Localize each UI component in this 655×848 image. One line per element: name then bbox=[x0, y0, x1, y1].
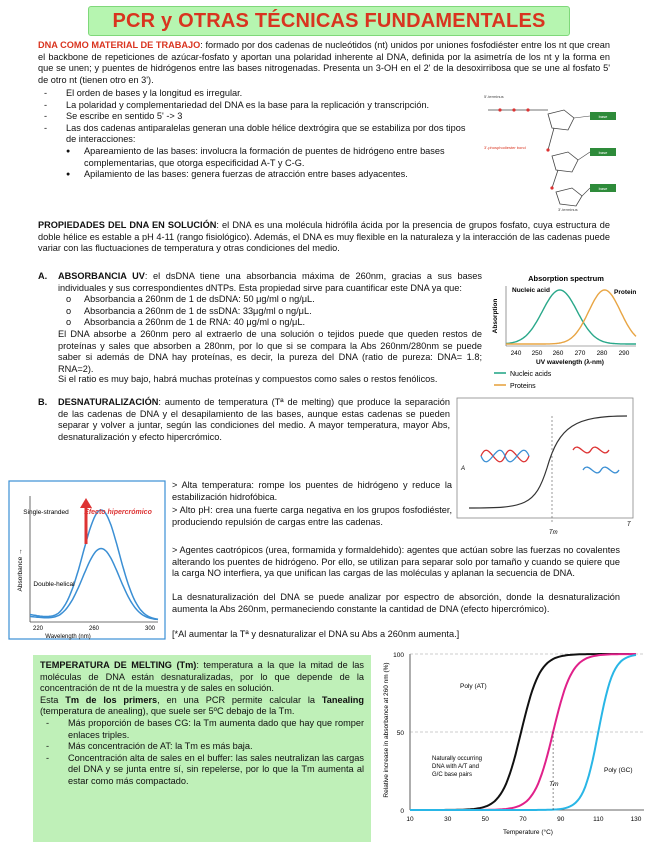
list-item: o Absorbancia a 260nm de 1 de RNA: 40 μg/ml o ng/μL. bbox=[84, 317, 482, 329]
legend-entry: Nucleic acids bbox=[510, 371, 552, 378]
abs-letter: A. bbox=[38, 271, 48, 281]
axis-a-label: A bbox=[461, 466, 466, 472]
list-item: o Absorbancia a 260nm de 1 de dsDNA: 50 μg/ml o ng/μL. bbox=[84, 294, 482, 306]
tick-label: 260 bbox=[88, 626, 100, 632]
nucleic-acid-curve bbox=[506, 290, 636, 344]
phosphate-atom bbox=[550, 186, 553, 189]
list-item: - La polaridad y complementariedad del DNA es la base para la replicación y transcripción. bbox=[66, 100, 478, 112]
bond-line bbox=[574, 116, 590, 118]
tm-text-part: (temperatura de anealing), que suele ser 5ºC debajo de la Tm. bbox=[40, 706, 295, 717]
list-item: - Las dos cadenas antiparalelas generan una doble hélice dextrógira que se estabiliza por dos tipos de interacciones: bbox=[66, 123, 478, 146]
phosphate-atom bbox=[498, 108, 501, 111]
tick-label: 270 bbox=[574, 350, 586, 357]
x-axis-label: Wavelength (nm) bbox=[45, 634, 91, 640]
poly-gc-label: Poly (GC) bbox=[604, 767, 633, 774]
label-line: DNA with A/T and bbox=[432, 764, 479, 770]
x-tick-label: 70 bbox=[519, 816, 527, 823]
x-tick-label: 130 bbox=[630, 816, 642, 823]
denat-item-1: > Alta temperatura: rompe los puentes de hidrógeno y reduce la estabilización hidrofóbica. bbox=[172, 480, 452, 502]
label-line: G/C base pairs bbox=[432, 772, 473, 778]
tick-label: 250 bbox=[531, 350, 543, 357]
phosphate-atom bbox=[546, 148, 549, 151]
dna-list bbox=[38, 88, 478, 181]
tm-text-part: , en una PCR permite calcular la bbox=[157, 694, 322, 705]
denat-heading: DESNATURALIZACIÓN bbox=[58, 397, 159, 407]
list-item: - Más proporción de bases CG: la Tm aumenta dado que hay que romper enlaces triples. bbox=[68, 718, 364, 741]
props-paragraph bbox=[38, 220, 610, 255]
y-tick-label: 100 bbox=[393, 652, 404, 659]
chart-title: Absorption spectrum bbox=[528, 274, 604, 283]
phosphate-atom bbox=[526, 108, 529, 111]
diagram-frame bbox=[457, 398, 633, 518]
x-tick-label: 110 bbox=[593, 816, 604, 823]
tm-label: Tm bbox=[549, 781, 559, 788]
abs-paragraph-2: Si el ratio es muy bajo, habrá muchas proteínas y compuestos como sales o restos fenólicos. bbox=[58, 374, 438, 384]
sugar-ring bbox=[548, 110, 574, 130]
tm-text: : temperatura a la que la mitad de las moléculas de DNA están desnaturalizadas, por lo que depende de la concentración de nt de la muestra y de sales en solución. bbox=[40, 660, 364, 694]
denat-note: [*Al aumentar la Tª y desnaturalizar el DNA su Abs a 260nm aumenta.] bbox=[172, 629, 460, 639]
y-axis-label: Absorption bbox=[492, 298, 499, 334]
tick-label: 220 bbox=[32, 626, 44, 632]
abs-section bbox=[38, 271, 482, 375]
tick-label: 300 bbox=[144, 626, 156, 632]
props-heading: PROPIEDADES DEL DNA EN SOLUCIÓN bbox=[38, 220, 217, 230]
x-tick-label: 50 bbox=[481, 816, 489, 823]
dna-heading: DNA COMO MATERIAL DE TRABAJO bbox=[38, 40, 201, 50]
list-item: - El orden de bases y la longitud es irregular. bbox=[66, 88, 478, 100]
bond-line bbox=[578, 152, 590, 160]
dna-intro-text: : formado por dos cadenas de nucleótidos (nt) unidos por uniones fosfodiéster entre los nt que crean el backbone de repeticiones de azúcar-fosfato y aportan una polaridad inherente al DNA, definida por la asimetría de los nt y la forma en que se unen; y puentes de hidrógenos entre las bases nitrogenadas. Presenta un 3-OH en el 2' de la desoxirribosa que se une al fosfato 5' de otro nt (tienen otro en 3'). bbox=[38, 40, 610, 85]
poly-gc-curve bbox=[410, 655, 636, 810]
single-label: Single-stranded bbox=[23, 509, 69, 516]
abs-paragraph: El DNA absorbe a 260nm pero al extraerlo de una solución o tejidos puede que queden restos de proteínas y sales que absorben a 280nm, por lo que si se compara la Abs 260nm/280nm se puede saber si además de DNA hay proteínas, es decir, la pureza del DNA (ratio de pureza: DNA= 1.8; RNA=2). bbox=[58, 328, 482, 374]
denat-item-2: > Alto pH: crea una fuerte carga negativa en los grupos fosfodiéster, produciendo repulsión de cargas entre las cadenas. bbox=[172, 505, 452, 527]
base-tag-label: base bbox=[598, 150, 608, 155]
bond-line bbox=[582, 188, 590, 196]
tm-paragraph bbox=[40, 695, 364, 718]
props-text: : el DNA es una molécula hidrófila ácida por la presencia de grupos fosfato, cuya estructura de doble hélice es estable a pH 4-11 (rango fisiológico). Además, el DNA es muy flexible en la naturaleza y la interacción de las cadenas puede variar con las fluctuaciones de temperatura y otras condiciones del medio. bbox=[38, 220, 611, 254]
tm-bold-part: Tm de los primers bbox=[65, 694, 158, 705]
hyperchromic-chart bbox=[8, 480, 166, 640]
tm-text-part: Esta bbox=[40, 694, 66, 705]
dna-backbone-figure bbox=[478, 92, 628, 212]
absorption-spectrum-chart bbox=[488, 272, 638, 366]
spectrum-legend bbox=[492, 368, 592, 392]
denaturation-sigmoid-diagram bbox=[455, 396, 635, 538]
label-line: Naturally occurring bbox=[432, 756, 483, 762]
x-axis-label: Temperature (°C) bbox=[503, 829, 553, 836]
tm-section bbox=[40, 660, 364, 788]
base-tag-label: base bbox=[598, 186, 608, 191]
double-helix-icon bbox=[481, 450, 529, 462]
dna-intro bbox=[38, 40, 610, 86]
phosphate-atom bbox=[512, 108, 515, 111]
x-axis-label: UV wavelength (λ-nm) bbox=[536, 359, 604, 366]
figure-label: 5'-terminus bbox=[484, 94, 504, 99]
y-tick-label: 50 bbox=[396, 730, 404, 737]
melting-curve bbox=[469, 416, 627, 508]
x-tick-label: 10 bbox=[406, 816, 414, 823]
denat-item-3: > Agentes caotrópicos (urea, formamida y formaldehido): agentes que actúan sobre las fuerzas no covalentes alterando los puentes de hidrógeno. Por ello, se utilizan para separar solo por tamaño y cuando se quiere que la carga NO interfiera, ya que unifican las cargas de las moléculas y aplanan la secuencia de DNA. bbox=[172, 545, 620, 579]
list-item: ● Apilamiento de las bases: genera fuerzas de atracción entre bases adyacentes. bbox=[84, 169, 478, 181]
tick-label: 240 bbox=[510, 350, 522, 357]
protein-label: Protein bbox=[614, 289, 637, 296]
legend-entry: Proteins bbox=[510, 383, 536, 390]
tm-bold-part: Tanealing bbox=[321, 694, 365, 705]
bond-label: 3'-phosphodiester bond bbox=[484, 145, 526, 150]
y-axis-label: Absorbance → bbox=[17, 548, 24, 592]
list-item: o Absorbancia a 260nm de 1 de ssDNA: 33μg/ml o ng/μL. bbox=[84, 306, 482, 318]
list-item: - Concentración alta de sales en el buffer: las sales neutralizan las cargas del DNA y se junta entre sí, sin repelerse, por lo que la Tm aumenta al estar como más compactado. bbox=[68, 753, 364, 788]
figure-label: 3'-terminus bbox=[558, 207, 578, 212]
axis-t-label: T bbox=[627, 522, 631, 528]
denat-intro bbox=[38, 397, 450, 443]
tm-heading: TEMPERATURA DE MELTING (Tm) bbox=[40, 660, 197, 670]
melting-curves-chart bbox=[378, 648, 650, 844]
arrow-head-icon bbox=[80, 498, 92, 508]
double-label: Double-helical bbox=[33, 581, 75, 588]
x-tick-labels bbox=[406, 816, 641, 823]
tm-intro bbox=[40, 660, 364, 695]
separated-strands-icon bbox=[573, 447, 619, 473]
backbone-link bbox=[552, 170, 558, 188]
x-tick-label: 90 bbox=[557, 816, 565, 823]
page-title: PCR y OTRAS TÉCNICAS FUNDAMENTALES bbox=[88, 6, 570, 36]
single-stranded-curve bbox=[30, 510, 158, 619]
natural-dna-label bbox=[432, 756, 484, 778]
list-item: ● Apareamiento de las bases: involucra la formación de puentes de hidrógeno entre bases complementarias, que otorga especificidad A-T y C-G. bbox=[84, 146, 478, 169]
denat-letter: B. bbox=[38, 397, 48, 407]
tick-label: 290 bbox=[618, 350, 630, 357]
tm-label: Tm bbox=[549, 530, 558, 536]
sugar-ring bbox=[556, 188, 582, 206]
backbone-link bbox=[548, 128, 554, 150]
denat-paragraph: La desnaturalización del DNA se puede analizar por espectro de absorción, donde la desnaturalización aumenta la Abs 260nm, permaneciendo constante la cantidad de DNA (efecto hipercrómico). bbox=[172, 592, 620, 614]
list-item: - Más concentración de AT: la Tm es más baja. bbox=[68, 741, 364, 753]
base-tag-label: base bbox=[598, 114, 608, 119]
denat-text: : aumento de temperatura (Tª de melting) que produce la separación de las cadenas de DNA y el desapilamiento de las bases, aunque estas cadenas se pueden separar y volver a juntar, según las condiciones del medio. A mayor temperatura, mayor Abs, desnaturalización y efecto hipercrómico. bbox=[58, 397, 450, 442]
abs-text: : el dsDNA tiene una absorbancia máxima de 260nm, gracias a sus bases individuales y sus correspondientes dNTPs. Esta propiedad sirve para cuantificar este DNA ya que: bbox=[58, 271, 482, 293]
x-tick-label: 30 bbox=[444, 816, 452, 823]
abs-heading: ABSORBANCIA UV bbox=[58, 271, 145, 281]
poly-at-label: Poly (AT) bbox=[460, 683, 487, 690]
sugar-ring bbox=[552, 152, 578, 172]
tick-label: 280 bbox=[596, 350, 608, 357]
y-tick-label: 0 bbox=[400, 808, 404, 815]
nucleic-acid-label: Nucleic acid bbox=[512, 287, 550, 294]
x-tick-labels bbox=[511, 350, 630, 357]
tick-label: 260 bbox=[552, 350, 564, 357]
abs-intro bbox=[38, 271, 482, 294]
hyperchromic-label: Efecto hipercrómico bbox=[84, 509, 152, 516]
y-axis-label: Relative increase in absorbance at 260 nm (%) bbox=[383, 662, 390, 798]
list-item: - Se escribe en sentido 5' -> 3 bbox=[66, 111, 478, 123]
